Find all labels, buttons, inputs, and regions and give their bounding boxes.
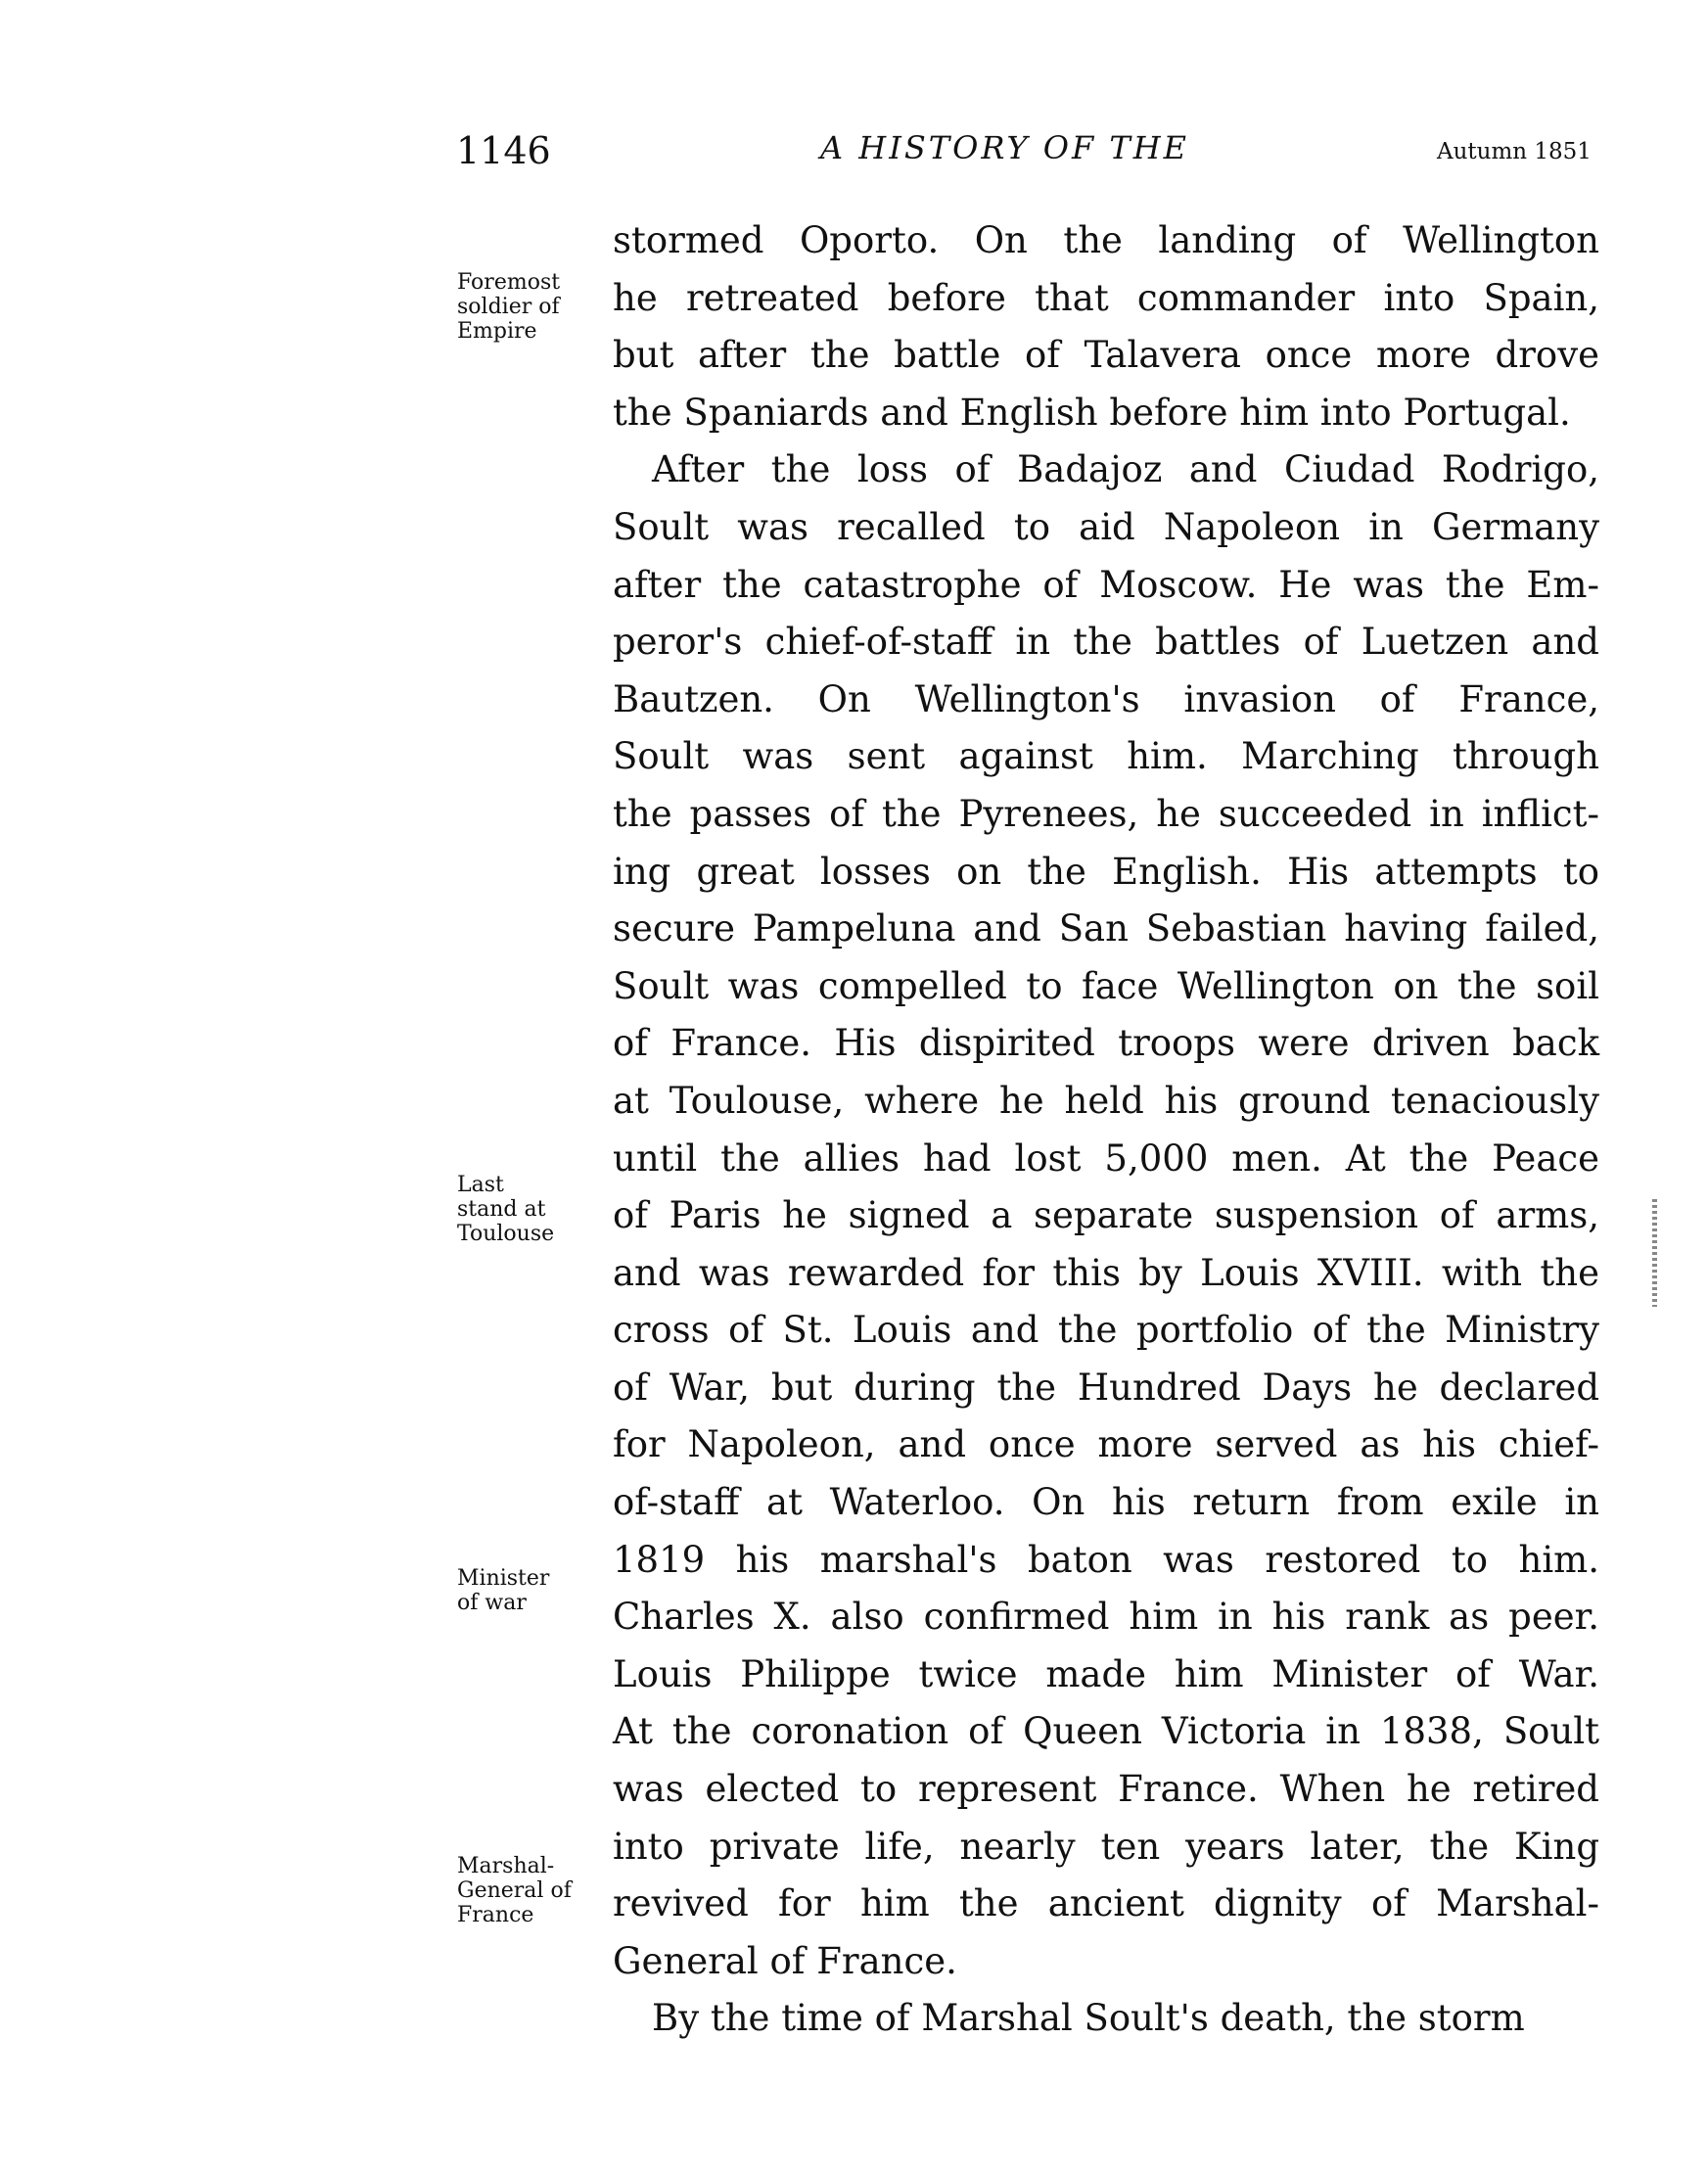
body-line: revived for him the ancient dignity of Marshal- xyxy=(613,1882,1599,1925)
body-line: the passes of the Pyrenees, he succeeded in inflict- xyxy=(613,792,1599,835)
body-line: after the catastrophe of Moscow. He was the Em- xyxy=(613,563,1599,606)
body-line: into private life, nearly ten years later, the King xyxy=(613,1825,1599,1868)
body-line: until the allies had lost 5,000 men. At the Peace xyxy=(613,1136,1599,1180)
margin-note-line: Marshal- xyxy=(457,1854,555,1878)
margin-note-line: Foremost xyxy=(457,270,561,295)
body-line: and was rewarded for this by Louis XVIII. with the xyxy=(613,1251,1599,1294)
margin-note-marshal-general xyxy=(457,1854,572,1927)
body-line: of-staff at Waterloo. On his return from exile in xyxy=(613,1481,1599,1524)
margin-note-line: France xyxy=(457,1903,534,1927)
body-line: 1819 his marshal's baton was restored to him. xyxy=(613,1538,1599,1581)
body-line: he retreated before that commander into Spain, xyxy=(613,276,1599,319)
body-line: Soult was sent against him. Marching through xyxy=(613,735,1599,778)
page-number: 1146 xyxy=(456,129,551,172)
body-line: the Spaniards and English before him into Portugal. xyxy=(613,391,1571,434)
body-line: Soult was compelled to face Wellington on the soil xyxy=(613,964,1599,1007)
body-line: After the loss of Badajoz and Ciudad Rodrigo, xyxy=(652,448,1599,491)
running-title: A HISTORY OF THE xyxy=(820,129,1189,166)
margin-note-line: soldier of xyxy=(457,295,560,319)
margin-note-line: Empire xyxy=(457,319,537,344)
body-line: secure Pampeluna and San Sebastian having failed, xyxy=(613,907,1599,950)
body-line: for Napoleon, and once more served as his chief- xyxy=(613,1423,1599,1466)
body-line: cross of St. Louis and the portfolio of the Ministry xyxy=(613,1309,1599,1352)
body-line: Louis Philippe twice made him Minister of War. xyxy=(613,1652,1599,1695)
margin-note-line: stand at xyxy=(457,1197,546,1222)
margin-note-line: of war xyxy=(457,1591,527,1615)
running-date: Autumn 1851 xyxy=(1437,139,1592,164)
margin-note-last-stand xyxy=(457,1173,554,1246)
body-line: stormed Oporto. On the landing of Wellington xyxy=(613,219,1599,261)
margin-note-line: Toulouse xyxy=(457,1222,555,1246)
margin-note-line: Last xyxy=(457,1173,504,1197)
margin-note-minister-of-war xyxy=(457,1566,549,1615)
scan-smudge xyxy=(1652,1199,1657,1307)
body-line: At the coronation of Queen Victoria in 1838, Soult xyxy=(613,1710,1599,1753)
body-line: of Paris he signed a separate suspension of arms, xyxy=(613,1194,1599,1237)
body-line: Charles X. also confirmed him in his rank as peer. xyxy=(613,1596,1599,1639)
body-line: By the time of Marshal Soult's death, the storm xyxy=(652,1997,1525,2040)
body-line: but after the battle of Talavera once more drove xyxy=(613,334,1599,377)
body-line: peror's chief-of-staff in the battles of Luetzen and xyxy=(613,621,1599,664)
margin-note-foremost-soldier xyxy=(457,270,560,344)
body-line: Bautzen. On Wellington's invasion of France, xyxy=(613,677,1599,720)
body-line: of War, but during the Hundred Days he declared xyxy=(613,1366,1599,1409)
body-line: at Toulouse, where he held his ground tenaciously xyxy=(613,1079,1599,1122)
margin-note-line: Minister xyxy=(457,1566,550,1591)
body-line: ing great losses on the English. His attempts to xyxy=(613,850,1599,893)
body-text xyxy=(613,212,1599,2048)
body-line: was elected to represent France. When he retired xyxy=(613,1768,1599,1811)
margin-note-line: General of xyxy=(457,1878,572,1903)
body-line: of France. His dispirited troops were driven back xyxy=(613,1022,1599,1065)
body-line: Soult was recalled to aid Napoleon in Germany xyxy=(613,505,1599,548)
body-line: General of France. xyxy=(613,1939,957,1982)
